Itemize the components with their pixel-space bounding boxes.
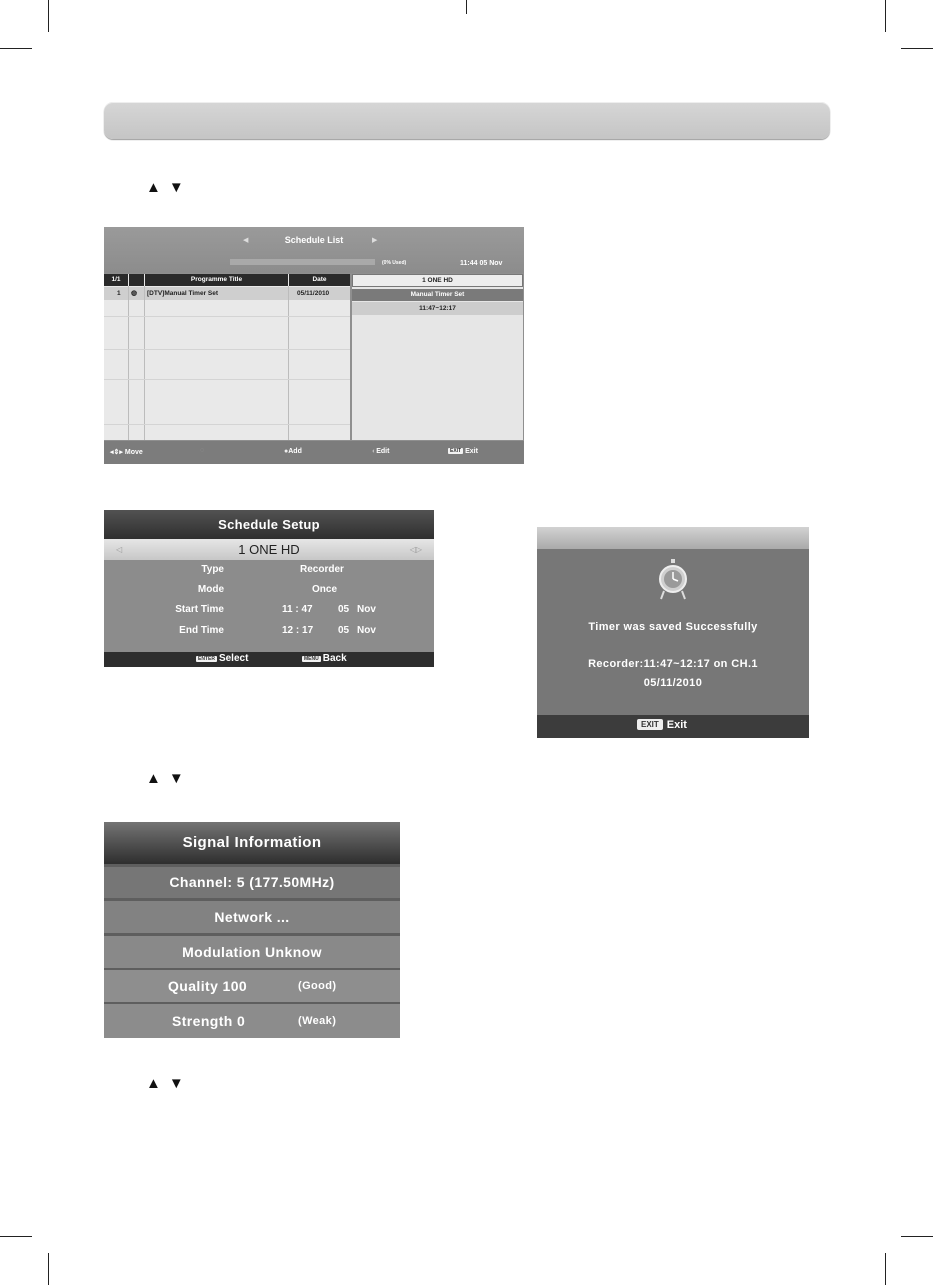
exit-key-icon: EXIT (637, 719, 663, 730)
start-time-value[interactable]: 11 : 47 (282, 604, 313, 615)
crop-mark (0, 48, 32, 49)
down-arrow-icon: ▼ (168, 770, 184, 787)
signal-title: Signal Information (104, 822, 400, 864)
clock-icon: ◍ (131, 290, 138, 297)
signal-network: Network ... (104, 901, 400, 933)
left-arrow-icon[interactable]: ◀ (243, 237, 249, 244)
schedule-detail-panel (352, 274, 523, 440)
select-hint[interactable]: ENTER Select (198, 653, 249, 664)
dialog-header (537, 527, 809, 549)
schedule-list-footer (104, 441, 524, 464)
detail-channel: 1 ONE HD (352, 274, 523, 287)
clock: 11:44 05 Nov (460, 260, 503, 267)
schedule-list-screen (104, 227, 524, 464)
column-header-index: 1/1 (104, 274, 128, 286)
channel-selector[interactable] (104, 539, 434, 560)
down-arrow-icon: ▼ (168, 179, 184, 196)
column-header-date: Date (289, 274, 350, 286)
detail-time: 11:47~12:17 (352, 302, 523, 315)
column-divider (144, 286, 145, 440)
row-index: 1 (117, 290, 121, 297)
exit-hint[interactable]: EXIT Exit (450, 448, 478, 455)
mode-value[interactable]: Once (312, 584, 338, 595)
signal-quality-state: (Good) (298, 980, 337, 992)
start-time-label: Start Time (175, 604, 224, 615)
row-divider (104, 349, 350, 350)
signal-strength-state: (Weak) (298, 1015, 337, 1027)
start-month-value[interactable]: Nov (357, 604, 376, 615)
add-hint[interactable]: ●Add (284, 448, 302, 455)
schedule-setup-footer (104, 652, 434, 667)
detail-name: Manual Timer Set (352, 289, 523, 301)
crop-mark (885, 0, 886, 32)
crop-mark (885, 1253, 886, 1285)
schedule-list-header (104, 227, 524, 273)
exit-key-icon: EXIT (450, 448, 462, 454)
move-hint: ◂⇕▸ Move (110, 449, 143, 456)
red-dot-icon: ● (284, 448, 289, 455)
exit-button[interactable]: EXIT Exit (637, 719, 687, 731)
up-arrow-icon: ▲ (146, 1075, 161, 1092)
signal-strength-row (104, 1004, 400, 1038)
crop-mark (0, 1236, 32, 1237)
column-divider (288, 286, 289, 440)
alarm-clock-icon (658, 559, 688, 603)
up-down-arrow-icons (146, 1076, 184, 1091)
crop-mark (901, 1236, 933, 1237)
type-label: Type (201, 564, 224, 575)
left-arrow-icon[interactable]: ◁ (116, 545, 123, 554)
row-divider (104, 316, 350, 317)
signal-strength: Strength 0 (172, 1013, 246, 1029)
right-arrow-icon[interactable]: ▶ (372, 237, 378, 244)
up-down-arrow-icons (146, 771, 184, 786)
up-arrow-icon: ▲ (146, 770, 161, 787)
signal-modulation: Modulation Unknow (104, 936, 400, 968)
column-divider (128, 286, 129, 440)
signal-channel: Channel: 5 (177.50MHz) (104, 867, 400, 898)
back-hint[interactable]: MENU Back (304, 653, 347, 664)
schedule-list-title: Schedule List (284, 235, 344, 245)
schedule-setup-screen (104, 510, 434, 667)
up-arrow-icon: ▲ (146, 179, 161, 196)
signal-quality-row (104, 970, 400, 1002)
right-arrow-icon[interactable]: ◁▷ (409, 545, 422, 554)
column-header-icon (129, 274, 144, 286)
crop-mark (48, 1253, 49, 1285)
schedule-setup-title: Schedule Setup (104, 510, 434, 539)
disk-usage-text: (0% Used) (382, 260, 407, 266)
crop-mark (901, 48, 933, 49)
signal-quality: Quality 100 (168, 978, 248, 994)
delete-hint-icon: ◌ (200, 447, 205, 454)
edit-dot-icon: ◐ (372, 448, 377, 455)
type-value[interactable]: Recorder (300, 564, 344, 575)
signal-information-screen (104, 822, 400, 1038)
move-icon: ◂⇕▸ (110, 449, 123, 456)
end-time-label: End Time (179, 625, 224, 636)
mode-label: Mode (197, 584, 224, 595)
timer-saved-message: Timer was saved Successfully (588, 621, 758, 633)
dialog-footer (537, 715, 809, 738)
table-row[interactable] (104, 287, 350, 300)
enter-key-icon: ENTER (198, 656, 215, 662)
section-header-bar (104, 102, 830, 139)
column-header-title: Programme Title (145, 274, 288, 286)
up-down-arrow-icons (146, 180, 184, 195)
end-time-value[interactable]: 12 : 17 (282, 625, 314, 636)
schedule-table (104, 274, 350, 440)
edit-hint[interactable]: ◐Edit (372, 448, 390, 455)
row-divider (104, 424, 350, 425)
row-title: [DTV]Manual Timer Set (147, 290, 219, 297)
channel-value: 1 ONE HD (238, 542, 300, 557)
row-divider (104, 379, 350, 380)
start-day-value[interactable]: 05 (338, 604, 350, 615)
timer-detail: Recorder:11:47~12:17 on CH.1 (588, 658, 758, 670)
timer-saved-dialog (537, 527, 809, 738)
row-date: 05/11/2010 (297, 290, 330, 297)
crop-mark (48, 0, 49, 32)
menu-key-icon: MENU (304, 656, 319, 662)
end-day-value[interactable]: 05 (338, 625, 350, 636)
timer-date: 05/11/2010 (643, 677, 703, 689)
end-month-value[interactable]: Nov (357, 625, 376, 636)
down-arrow-icon: ▼ (168, 1075, 184, 1092)
disk-usage-bar (230, 259, 375, 265)
center-mark (466, 0, 467, 14)
